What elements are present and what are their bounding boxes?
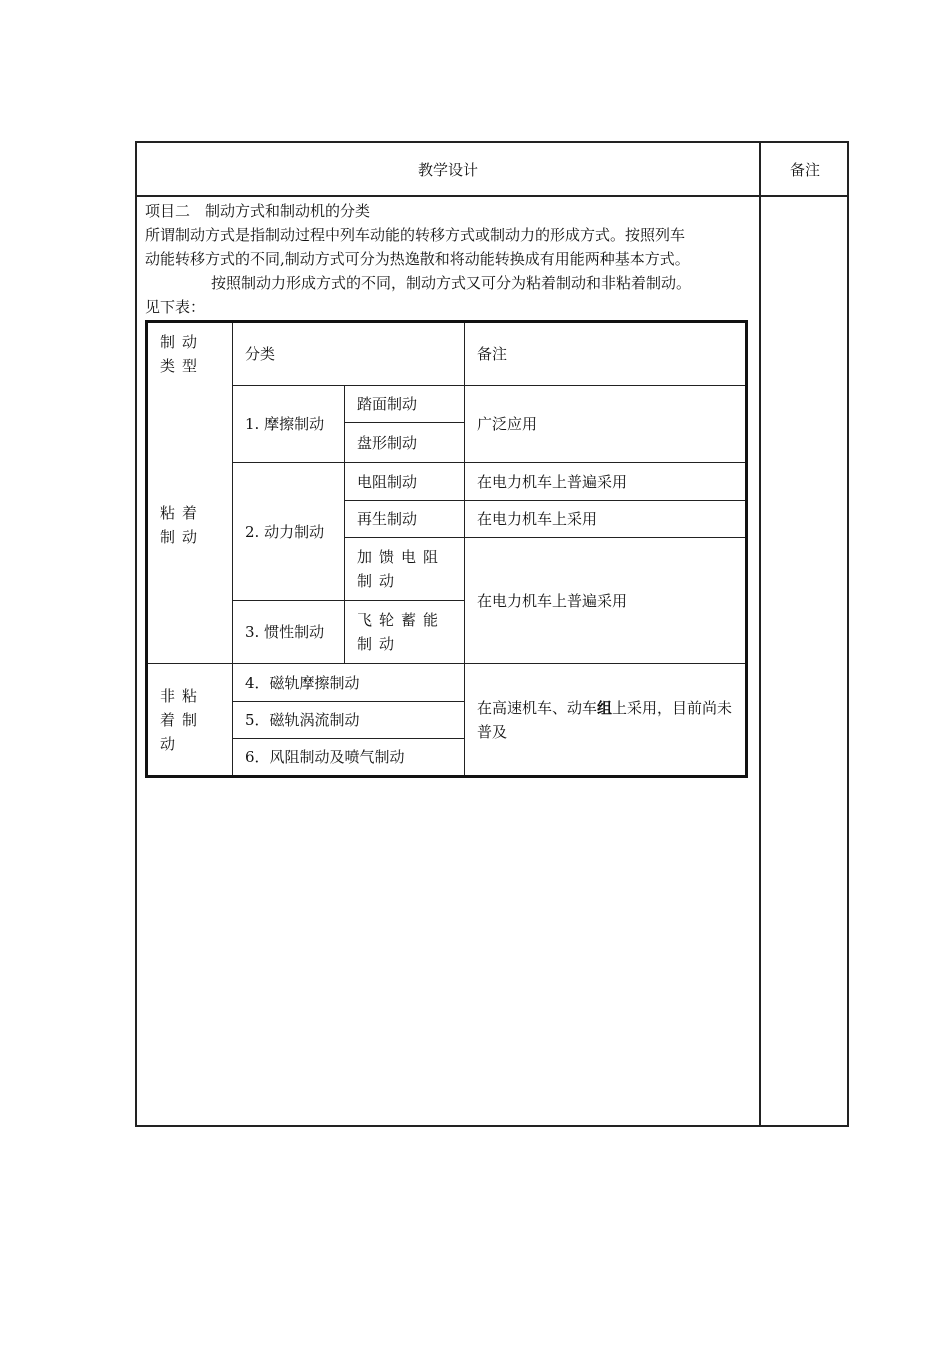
regenerative-braking: 再生制动 — [357, 510, 418, 528]
intro-text — [145, 199, 755, 319]
resistor-braking-note: 在电力机车上普遍采用 — [477, 472, 628, 491]
intro-line-2: 动能转移方式的不同,制动方式可分为热逸散和将动能转换成有用能两种基本方式。 — [145, 250, 690, 268]
note-part-1: 在高速机车、动车 — [477, 698, 598, 717]
non-adhesion-type-label: 非粘着制动 — [160, 686, 205, 753]
header-note: 备注 — [789, 160, 820, 179]
regenerative-braking-note: 在电力机车上采用 — [477, 510, 598, 528]
note-part-2: 上采用，目前尚未普及 — [477, 698, 733, 741]
note-bold: 组 — [597, 698, 613, 717]
adhesion-type-label: 粘着制动 — [160, 503, 205, 546]
header-category: 分类 — [245, 345, 276, 363]
friction-note: 广泛应用 — [477, 415, 538, 433]
non-adhesion-note-text — [477, 696, 733, 744]
dynamic-braking-label: 2. 动力制动 — [245, 522, 325, 541]
non-adhesion-note — [465, 664, 745, 775]
header-type: 制动类型 — [160, 333, 205, 375]
intro-line-1: 所谓制动方式是指制动过程中列车动能的转移方式或制动力的形成方式。按照列车 — [145, 226, 686, 244]
resistor-braking: 电阻制动 — [357, 472, 418, 491]
project-title: 项目二 制动方式和制动机的分类 — [145, 202, 371, 220]
air-jet-braking: 6．风阻制动及喷气制动 — [245, 748, 405, 766]
shared-note: 在电力机车上普遍采用 — [477, 591, 628, 610]
inertia-braking-label: 3. 惯性制动 — [245, 623, 325, 641]
tread-braking: 踏面制动 — [357, 395, 418, 413]
magnetic-track-friction: 4．磁轨摩擦制动 — [245, 673, 360, 692]
feedback-resistor-braking: 加馈电阻制动 — [357, 548, 446, 590]
braking-classification-table — [145, 320, 748, 778]
disc-braking: 盘形制动 — [357, 433, 418, 452]
column-divider — [759, 143, 761, 1125]
header-title: 教学设计 — [417, 160, 478, 179]
header-divider — [137, 195, 847, 197]
flywheel-braking: 飞轮蓄能制动 — [357, 611, 446, 653]
friction-braking-label: 1. 摩擦制动 — [245, 415, 325, 433]
header-remark: 备注 — [477, 345, 508, 363]
eddy-current-braking: 5．磁轨涡流制动 — [245, 711, 360, 729]
intro-line-4: 见下表： — [145, 298, 206, 316]
intro-line-3: 按照制动力形成方式的不同，制动方式又可分为粘着制动和非粘着制动。 — [211, 274, 692, 292]
